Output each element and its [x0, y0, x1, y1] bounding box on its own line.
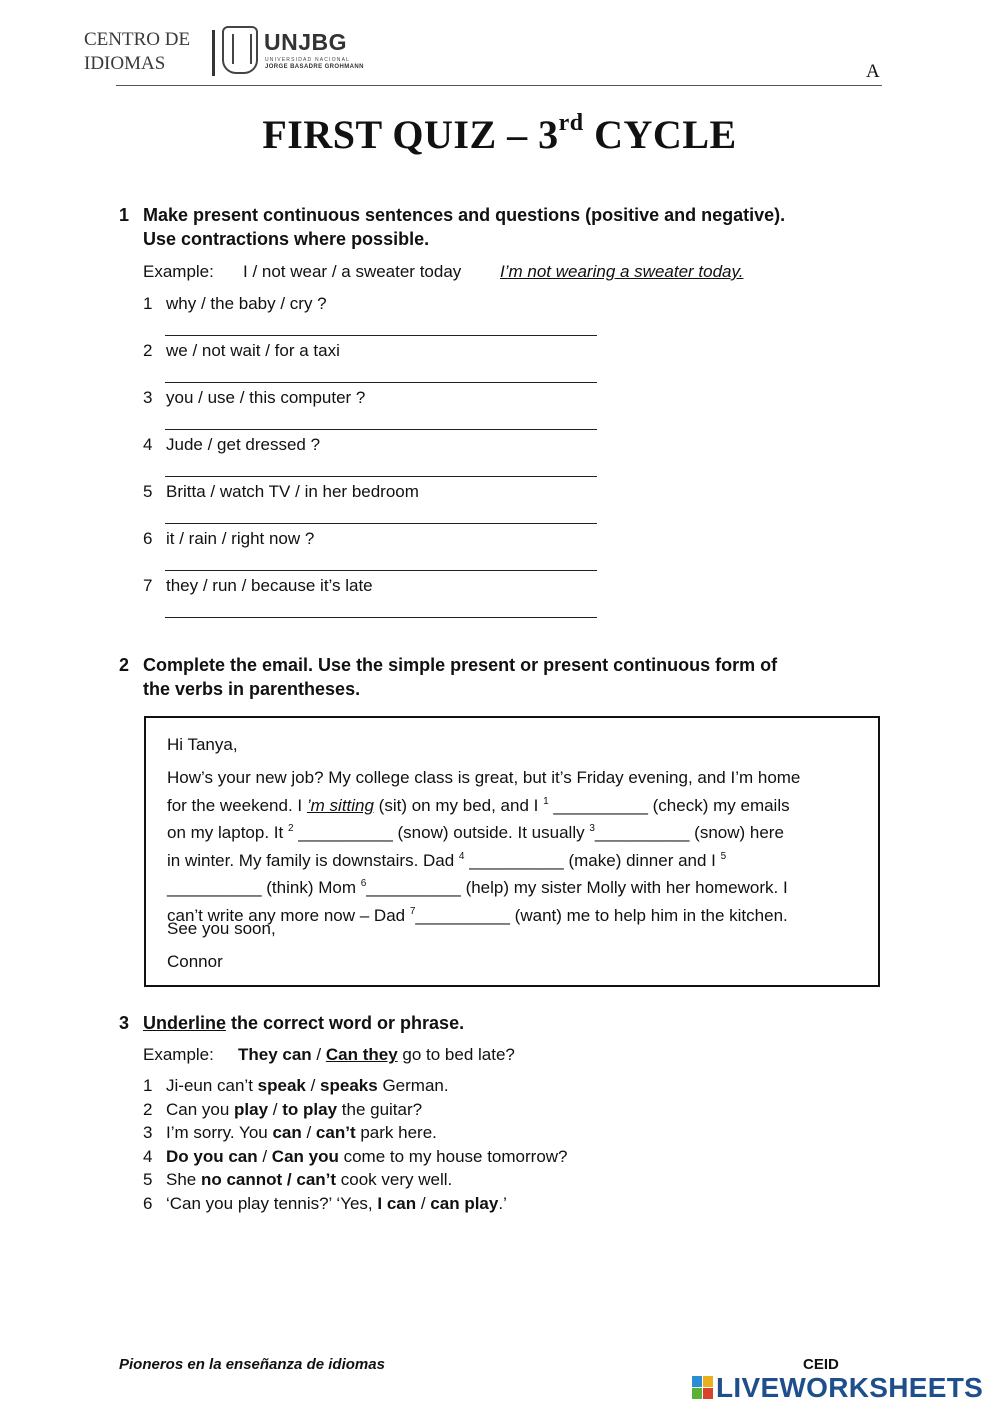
choice-item: 2 Can you play / to play the guitar?	[143, 1099, 423, 1119]
blank-3[interactable]: __________ (snow) here	[594, 823, 784, 842]
section-3-title: Underline the correct word or phrase.	[143, 1013, 465, 1033]
title-underlined-word: Underline	[143, 1013, 227, 1033]
example-answer: I’m not wearing a sweater today.	[500, 262, 744, 281]
item-number: 6	[143, 529, 153, 548]
logo-divider	[212, 30, 215, 76]
item-number: 4	[143, 435, 153, 454]
email-line: on my laptop. It $^2$ __________ (snow) outside. It usually $^3$__________ (snow) here	[167, 823, 784, 842]
answer-line[interactable]	[165, 335, 597, 336]
unjbg-subtitle-2: JORGE BASADRE GROHMANN	[265, 64, 364, 70]
section-2-title-line: the verbs in parentheses.	[143, 679, 361, 699]
email-line: can’t write any more now – Dad $^7$__________ (want) me to help him in the kitchen.	[167, 905, 788, 925]
answer-line[interactable]	[165, 476, 597, 477]
item-number: 7	[143, 576, 153, 595]
item-number: 1	[143, 294, 153, 313]
blank-6[interactable]: __________ (help) my sister Molly with her homework. I	[366, 878, 788, 897]
blank-1[interactable]: __________ (check) my emails	[548, 795, 790, 815]
title-superscript: rd	[558, 110, 584, 136]
email-line: __________ (think) Mom $^6$__________ (help) my sister Molly with her homework. I	[167, 878, 788, 897]
email-line: for the weekend. I ’m sitting (sit) on my bed, and I $^1$ __________ (check) my emails	[167, 795, 790, 815]
item-prompt: it / rain / right now ?	[166, 529, 315, 548]
option-b[interactable]: can’t	[315, 1123, 356, 1142]
page-title	[0, 110, 999, 158]
university-seal-icon	[222, 26, 258, 74]
blank-5[interactable]: __________ (think) Mom	[167, 878, 361, 897]
section-1-title-line: Make present continuous sentences and questions (positive and negative).	[143, 205, 786, 225]
email-greeting: Hi Tanya,	[167, 735, 238, 754]
title-text-end: CYCLE	[583, 112, 737, 157]
section-2-number: 2	[119, 655, 130, 675]
unjbg-subtitle-1: UNIVERSIDAD NACIONAL	[265, 57, 351, 63]
answer-line[interactable]	[165, 523, 597, 524]
section-1-number: 1	[119, 205, 130, 225]
section-1-example	[143, 262, 214, 282]
blank-4[interactable]: __________ (make) dinner and I	[464, 850, 721, 870]
email-signature: Connor	[167, 952, 223, 971]
section-3-items	[143, 1076, 568, 1217]
option-b[interactable]: can play	[430, 1193, 499, 1213]
choice-item: 3 I’m sorry. You can / can’t park here.	[143, 1123, 437, 1142]
item-number: 3	[143, 388, 153, 407]
option-b[interactable]: speaks	[320, 1076, 378, 1095]
logo-line-2: IDIOMAS	[84, 53, 166, 74]
example-prompt: I / not wear / a sweater today	[243, 262, 462, 281]
section-3-example-sentence: They can / Can they go to bed late?	[238, 1045, 515, 1064]
item-prompt: why / the baby / cry ?	[166, 294, 327, 313]
unjbg-logo: UNJBG	[264, 29, 348, 55]
item-number: 2	[143, 341, 153, 360]
answer-line[interactable]	[165, 570, 597, 571]
example-label: Example:	[143, 262, 214, 281]
choice-item: 4 Do you can / Can you come to my house tomorrow?	[143, 1146, 568, 1166]
quiz-version: A	[866, 61, 880, 82]
email-line: How’s your new job? My college class is great, but it’s Friday evening, and I’m home	[167, 768, 801, 787]
section-3-number: 3	[119, 1013, 130, 1033]
footer-ceid: CEID	[803, 1356, 839, 1373]
blank-7[interactable]: __________ (want) me to help him in the kitchen.	[415, 905, 788, 925]
option-b[interactable]: to play	[282, 1099, 338, 1119]
footer-tagline: Pioneros en la enseñanza de idiomas	[119, 1356, 385, 1373]
item-prompt: we / not wait / for a taxi	[166, 341, 340, 360]
email-example-answer: ’m sitting	[306, 795, 374, 815]
email-closing: See you soon,	[167, 919, 276, 938]
option-a[interactable]: can	[272, 1123, 302, 1142]
answer-line[interactable]	[165, 429, 597, 430]
title-text: FIRST QUIZ – 3	[262, 112, 559, 157]
option-a[interactable]: play	[234, 1099, 269, 1119]
option-a[interactable]: Do you can	[166, 1146, 258, 1166]
item-prompt: you / use / this computer ?	[166, 388, 366, 407]
section-2-title	[143, 653, 883, 701]
section-2-title-line: Complete the email. Use the simple present or present continuous form of	[143, 655, 778, 675]
item-number: 5	[143, 482, 153, 501]
section-1-title-line: Use contractions where possible.	[143, 229, 430, 249]
option-b[interactable]: Can you	[271, 1146, 339, 1166]
answer-line[interactable]	[165, 382, 597, 383]
email-line: in winter. My family is downstairs. Dad $^4$ __________ (make) dinner and I $^5$	[167, 850, 727, 870]
choice-item: 1 Ji-eun can’t speak / speaks German.	[143, 1076, 449, 1095]
option-a[interactable]: speak	[257, 1076, 306, 1095]
option-a[interactable]: no cannot / can’t	[200, 1170, 337, 1189]
logo-line-1: CENTRO DE	[84, 29, 191, 50]
item-prompt: they / run / because it’s late	[166, 576, 373, 595]
liveworksheets-logo-icon	[692, 1376, 714, 1400]
choice-item: 5 She no cannot / can’t cook very well.	[143, 1170, 453, 1189]
section-3-example: Example:	[143, 1045, 214, 1064]
item-prompt: Britta / watch TV / in her bedroom	[166, 482, 419, 501]
centro-de-idiomas-logo-text	[84, 28, 190, 76]
email-box	[144, 716, 880, 987]
item-prompt: Jude / get dressed ?	[166, 435, 321, 454]
section-1-title	[143, 203, 883, 251]
blank-2[interactable]: __________ (snow) outside. It usually	[293, 823, 590, 842]
choice-item: 6 ‘Can you play tennis?’ ‘Yes, I can / can play.’	[143, 1193, 507, 1213]
liveworksheets-brand[interactable]: LIVEWORKSHEETS	[716, 1372, 984, 1403]
header-rule	[116, 85, 882, 86]
answer-line[interactable]	[165, 617, 597, 618]
option-a[interactable]: I can	[377, 1193, 417, 1213]
email-body	[167, 766, 872, 927]
